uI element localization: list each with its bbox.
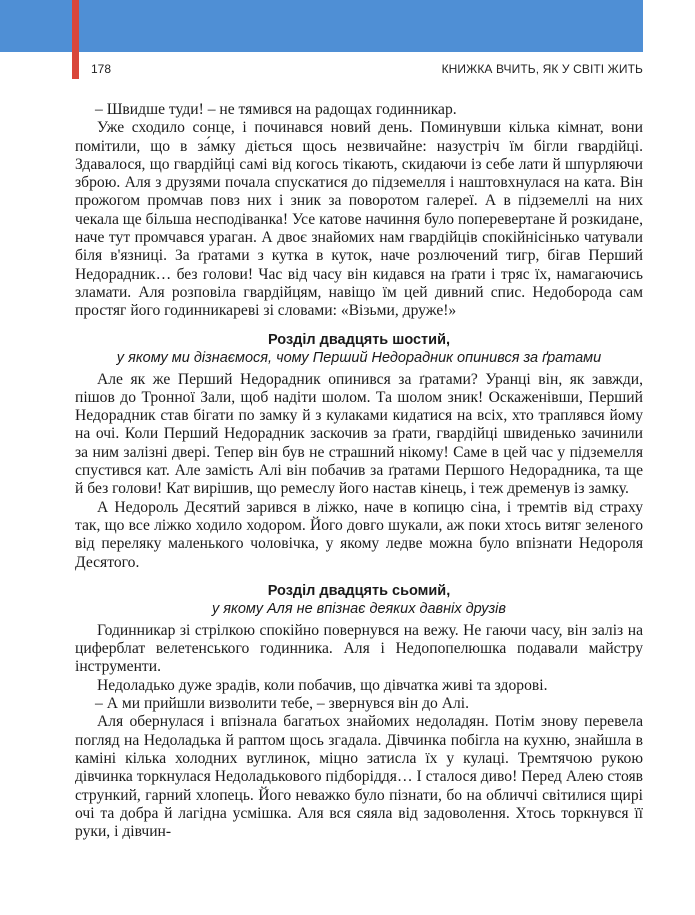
- paragraph: Уже сходило сонце, і починався новий день. Поминувши кілька кімнат, вони помітили, що в за́мку діється щось незвичайне: назустріч їм бігли гвардійці. Здавалося, що гвардійці самі від когось тікають, скидаючи із себе лати й шпурляючи зброю. Аля з друзями почала спускатися до підземелля і наштовхнулася на ката. Він прожогом промчав повз них і зник за поворотом галереї. А в підземеллі на них чекала ще більша несподіванка! Усе катове начиння було поперевертане й розкидане, наче тут промчався ураган. А двоє знайомих нам гвардійців спокійнісінько чатували біля в'язниці. За ґратами з кутка в куток, наче розлючений тигр, бігав Перший Недорадник… без голови! Час від часу він кидався на ґрати і тряс їх, намагаючись зламати. Аля розповіла гвардійцям, навіщо їм цей дивний спис. Недоборода сам простяг його годинникареві зі словами: «Візьми, друже!»: [75, 119, 643, 320]
- chapter-subtitle: у якому ми дізнаємося, чому Перший Недорадник опинився за ґратами: [116, 349, 602, 366]
- paragraph: Годинникар зі стрілкою спокійно повернувся на вежу. Не гаючи часу, він заліз на циферблат велетенського годинника. Аля і Недопопелюшка подавали майстру інструменти.: [75, 621, 643, 676]
- page-number: 178: [91, 62, 112, 76]
- page-body: [75, 101, 643, 841]
- paragraph: А Недороль Десятий зарився в ліжко, наче в копицю сіна, і тремтів від страху так, що все ліжко ходило ходором. Його довго шукали, аж поки хтось витяг зеленого від переляку маленького чоловічка, у якому ледве можна було впізнати Недороля Десятого.: [75, 498, 643, 571]
- paragraph: – А ми прийшли визволити тебе, – звернувся він до Алі.: [95, 695, 470, 713]
- header-accent-bar: [72, 0, 79, 79]
- running-title: КНИЖКА ВЧИТЬ, ЯК У СВІТІ ЖИТЬ: [441, 62, 643, 76]
- paragraph: Аля обернулася і впізнала багатьох знайомих недоладян. Потім знову перевела погляд на Недоладька й раптом щось згадала. Дівчинка побігла на кухню, знайшла в каміні кілька холодних вуглинок, міцно затисла їх у кулаці. Тремтячою рукою дівчинка торкнулася Недоладькового підборіддя… І сталося диво! Перед Алею стояв стрункий, гарний хлопець. Його неважко було пізнати, бо на обличчі світилися щирі очі та добра й лагідна усмішка. Аля вся сяяла від задоволення. Хтось торкнувся її руки, і дівчин-: [75, 713, 643, 841]
- paragraph: Але як же Перший Недорадник опинився за ґратами? Уранці він, як завжди, пішов до Тронної Зали, щоб надіти шолом. Та шолом зник! Оскаженівши, Перший Недорадник став бігати по замку й з кулаками кидатися на всіх, хто траплявся йому на очі. Коли Перший Недорадник заскочив за ґрати, гвардійці швиденько зачинили за ним залізні двері. Тепер він був не страшний нікому! Саме в цей час у підземелля спустився кат. Але замість Алі він побачив за ґратами Першого Недорадника, та ще й без голови! Кат вирішив, що ремеслу його настав кінець, і теж дременув із замку.: [75, 370, 643, 498]
- header-color-band: [0, 0, 643, 52]
- chapter-title: Розділ двадцять шостий,: [267, 331, 451, 348]
- paragraph: – Швидше туди! – не тямився на радощах годинникар.: [95, 101, 457, 118]
- chapter-title: Розділ двадцять сьомий,: [267, 582, 451, 599]
- chapter-subtitle: у якому Аля не впізнає деяких давніх друзів: [212, 600, 506, 617]
- paragraph: Недоладько дуже зрадів, коли побачив, що дівчатка живі та здорові.: [97, 676, 548, 694]
